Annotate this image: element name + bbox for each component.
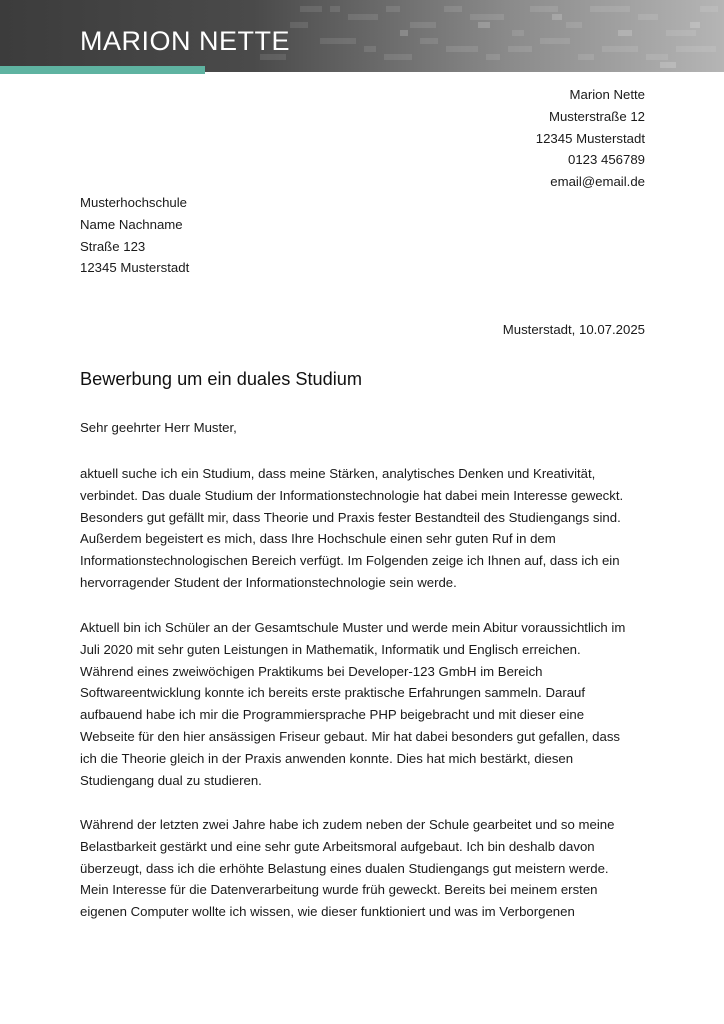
body-line: ich die Theorie gleich in der Praxis anwenden konnte. Dies hat mich bestärkt, diesen: [80, 750, 574, 766]
recipient-contact: Name Nachname: [80, 216, 183, 232]
body-line: Außerdem begeistert es mich, dass Ihre Hochschule einen sehr guten Ruf in dem: [80, 531, 556, 547]
body-line: Informationstechnologischen Bereich verfügt. Im Folgenden zeige ich Ihnen auf, dass ich ein: [80, 553, 620, 569]
body-line: verbindet. Das duale Studium der Informationstechnologie hat dabei mein Interesse geweckt.: [80, 487, 624, 503]
sender-phone: 0123 456789: [567, 152, 645, 168]
sender-address-block: [536, 84, 645, 193]
body-line: Webseite für den hier ansässigen Friseur gebaut. Mir hat dabei besonders gut gefallen, dass: [80, 728, 621, 744]
body-line: überzeugt, dass ich die erhöhte Belastung eines dualen Studiengangs gut meistern werde.: [80, 860, 609, 876]
body-line: hervorragender Student der Informationstechnologie sein werde.: [80, 574, 457, 590]
letter-subject: Bewerbung um ein duales Studium: [80, 369, 363, 389]
recipient-address-block: [80, 192, 189, 279]
body-line: Belastbarkeit gestärkt und eine sehr gute Arbeitsmoral aufgebaut. Ich bin deshalb davon: [80, 838, 595, 854]
body-line: Softwareentwicklung konnte ich bereits erste praktische Erfahrungen sammeln. Darauf: [80, 685, 586, 701]
body-line: Während der letzten zwei Jahre habe ich zudem neben der Schule gearbeitet und so meine: [80, 817, 615, 832]
body-line: Besonders gut gefällt mir, dass Theorie und Praxis fester Bestandteil des Studiengangs sind.: [80, 509, 621, 525]
body-line: Aktuell bin ich Schüler an der Gesamtschule Muster und werde mein Abitur voraussichtlich im: [80, 620, 626, 635]
recipient-institution: Musterhochschule: [80, 195, 188, 210]
body-paragraph-1: [80, 463, 660, 594]
recipient-street: Straße 123: [80, 238, 146, 254]
sender-street: Musterstraße 12: [548, 108, 645, 124]
accent-bar: [0, 66, 205, 74]
recipient-city: 12345 Musterstadt: [80, 260, 190, 276]
sender-city: 12345 Musterstadt: [535, 130, 645, 146]
date-line: Musterstadt, 10.07.2025: [502, 322, 645, 337]
body-line: aufbauend habe ich mir die Programmiersprache PHP beigebracht und mit dieser eine: [80, 707, 585, 723]
header-name: MARION NETTE: [80, 26, 291, 56]
sender-email: email@email.de: [550, 174, 645, 190]
salutation: Sehr geehrter Herr Muster,: [80, 420, 237, 435]
body-paragraph-2: [80, 617, 660, 791]
body-paragraph-3: [80, 814, 660, 923]
body-line: aktuell suche ich ein Studium, dass meine Stärken, analytisches Denken und Kreativität,: [80, 466, 596, 481]
body-line: Studiengang dual zu studieren.: [80, 772, 262, 788]
body-line: Juli 2020 mit sehr guten Leistungen in Mathematik, Informatik und Englisch erreichen.: [80, 641, 581, 657]
body-line: Während eines zweiwöchigen Praktikums bei Developer-123 GmbH im Bereich: [80, 663, 543, 679]
body-line: Mein Interesse für die Datenverarbeitung wurde früh geweckt. Bereits bei meinem ersten: [80, 882, 598, 898]
body-line: eigenen Computer wollte ich wissen, wie dieser funktioniert und was im Verborgenen: [80, 904, 575, 920]
sender-name: Marion Nette: [569, 87, 645, 102]
